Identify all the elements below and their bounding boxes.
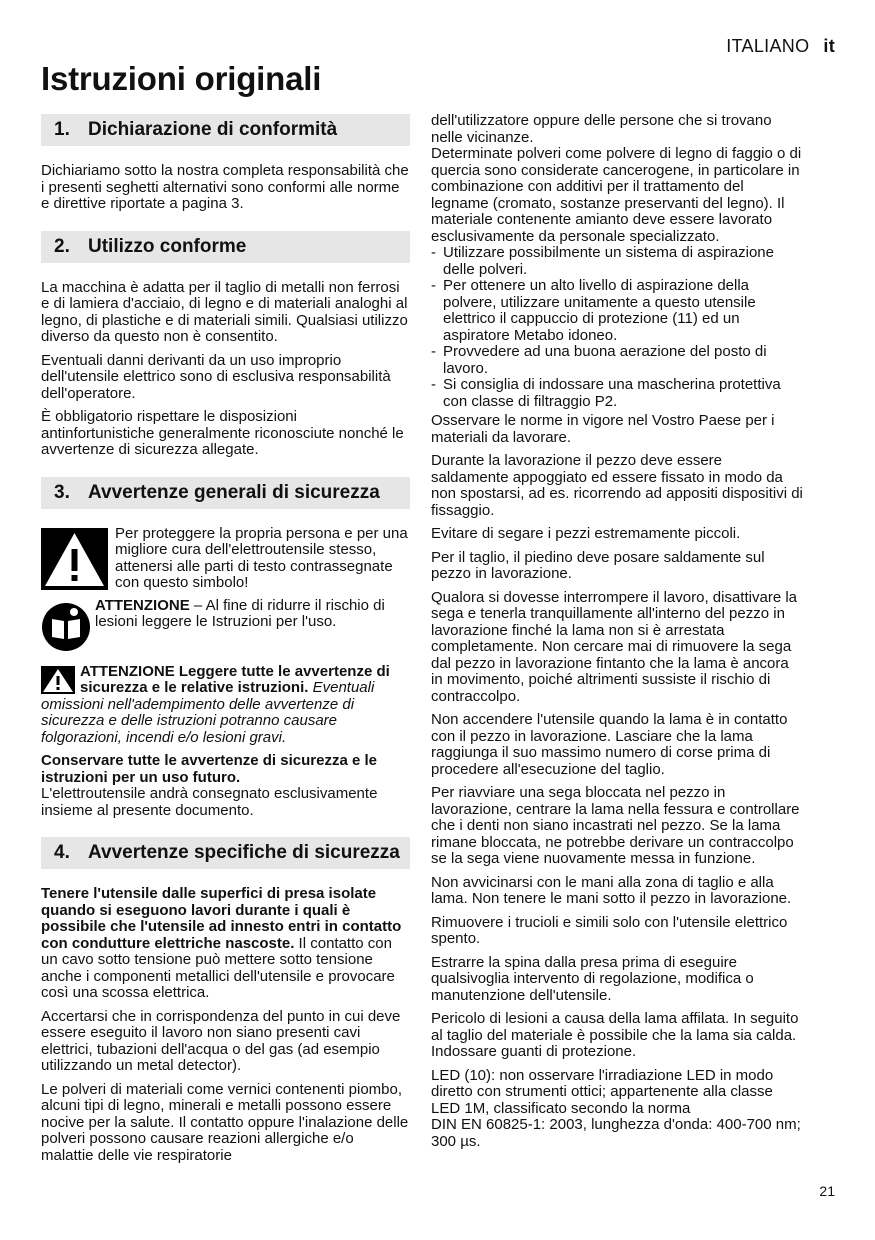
bullet-item bbox=[431, 245, 803, 278]
section-number: 3. bbox=[54, 481, 70, 503]
paragraph: Per il taglio, il piedino deve posare saldamente sul pezzo in lavorazione. bbox=[431, 548, 765, 582]
insulated-grip-bold: Tenere l'utensile dalle superfici di presa isolate quando si eseguono lavori durante i quali è possibile che l'utensile ad innesto entri in contatto con condutture elettriche nascoste. bbox=[41, 885, 402, 952]
symbol-note bbox=[41, 526, 410, 592]
right-column bbox=[431, 113, 803, 1150]
section-number: 2. bbox=[54, 235, 70, 257]
warning-bold: ATTENZIONE Leggere tutte le avvertenze di sicurezza e le relative istruzioni. bbox=[80, 662, 390, 696]
read-manual-note bbox=[41, 598, 410, 652]
paragraph: Evitare di segare i pezzi estremamente piccoli. bbox=[431, 525, 741, 542]
general-warning bbox=[41, 664, 410, 747]
paragraph: Non accendere l'utensile quando la lama è in contatto con il pezzo in lavorazione. Lasciare che la lama raggiunga il suo massimo numero di corse prima di procedere all'esecuzione del taglio. bbox=[431, 711, 788, 778]
section-1-heading bbox=[41, 114, 410, 146]
bullet-text: Si consiglia di indossare una mascherina protettiva con classe di filtraggio P2. bbox=[443, 376, 781, 410]
warning-triangle-icon bbox=[41, 666, 75, 694]
section-2-heading bbox=[41, 231, 410, 263]
document-title: Istruzioni originali bbox=[41, 60, 322, 97]
paragraph: Rimuovere i trucioli e simili solo con l'utensile elettrico spento. bbox=[431, 913, 788, 947]
insulated-grip-rest: Il contatto con un cavo sotto tensione può mettere sotto tensione anche i componenti metallici dell'utensile e provocare così una scossa elettrica. bbox=[41, 934, 395, 1001]
carcinogenic-dust-text: Determinate polveri come polvere di legno di faggio o di quercia sono considerate cancerogene, in particolare in combinazione con additivi per il trattamento del legname (cromato, sostanze preservanti del legno). Il materiale contenente amianto deve essere lavorato esclusivamente da personale specializzato. bbox=[431, 145, 802, 245]
section-title: Utilizzo conforme bbox=[88, 235, 247, 257]
bullet-text: Provvedere ad una buona aerazione del posto di lavoro. bbox=[443, 343, 767, 377]
paragraph: Per riavviare una sega bloccata nel pezzo in lavorazione, centrare la lama nella fessura e controllare che i denti non siano incastrati nel pezzo. Se la lama rimane bloccata, ne potrebbe derivare un contraccolpo se la sega viene nuovamente messa in funzione. bbox=[431, 784, 800, 867]
paragraph: Durante la lavorazione il pezzo deve essere saldamente appoggiato ed essere fissato in modo da non spostarsi, ad es. ricorrendo ad appositi dispositivi di fissaggio. bbox=[431, 452, 803, 519]
intended-use-text: La macchina è adatta per il taglio di metalli non ferrosi e di lamiera d'acciaio, di legno e di materiali analoghi al legno, di plastiche e di materiali simili. Qualsiasi utilizzo diverso da questo non è consentito. bbox=[41, 278, 408, 345]
paragraph: Estrarre la spina dalla presa prima di eseguire qualsivoglia intervento di regolazione, modifica o manutenzione dell'utensile. bbox=[431, 953, 754, 1004]
paragraph: Osservare le norme in vigore nel Vostro Paese per i materiali da lavorare. bbox=[431, 412, 775, 446]
bullet-dash: - bbox=[431, 244, 436, 261]
section-number: 4. bbox=[54, 842, 70, 863]
keep-instructions-text: L'elettroutensile andrà consegnato esclusivamente insieme al presente documento. bbox=[41, 785, 378, 819]
regulations-text: È obbligatorio rispettare le disposizioni antinfortunistiche generalmente riconosciute nonché le avvertenze di sicurezza allegate. bbox=[41, 408, 404, 458]
insulated-grip-text bbox=[41, 886, 410, 1002]
keep-instructions-bold bbox=[41, 753, 410, 786]
bullet-text: Utilizzare possibilmente un sistema di aspirazione delle polveri. bbox=[443, 244, 774, 278]
language-name: ITALIANO bbox=[726, 36, 810, 56]
page-number: 21 bbox=[819, 1183, 835, 1199]
bullet-dash: - bbox=[431, 343, 436, 360]
dust-hazard-text: Le polveri di materiali come vernici contenenti piombo, alcuni tipi di legno, minerali e metalli possono essere nocive per la salute. Il contatto oppure l'inalazione delle polveri possono causare reazioni allergiche e/o malattie delle vie respiratorie bbox=[41, 1080, 409, 1164]
warning-triangle-icon bbox=[41, 528, 108, 590]
section-4-heading bbox=[41, 837, 410, 869]
language-code: it bbox=[823, 36, 835, 56]
bullet-text: Per ottenere un alto livello di aspirazione della polvere, utilizzare unitamente a questo utensile elettrico il cappuccio di protezione (11) ed un aspiratore Metabo idoneo. bbox=[443, 277, 756, 344]
hidden-cables-text: Accertarsi che in corrispondenza del punto in cui deve essere eseguito il lavoro non siano presenti cavi elettrici, tubazioni dell'acqua o del gas (ad esempio utilizzando un metal detector). bbox=[41, 1007, 401, 1074]
misuse-text: Eventuali danni derivanti da un uso improprio dell'utensile elettrico sono di esclusiva responsabilità dell'operatore. bbox=[41, 351, 391, 402]
attention-label: ATTENZIONE bbox=[95, 596, 190, 614]
paragraph: Qualora si dovesse interrompere il lavoro, disattivare la sega e tenerla tranquillamente all'interno del pezzo in lavorazione finché la lama non si è arrestata completamente. Non cercare mai di rimuovere la sega dal pezzo in lavorazione fintanto che la lama è ancora in movimento, poiché altrimenti sussiste il rischio di contraccolpo. bbox=[431, 588, 797, 705]
bullet-dash: - bbox=[431, 277, 436, 294]
paragraph: Pericolo di lesioni a causa della lama affilata. In seguito al taglio del materiale è possibile che la lama sia calda. Indossare guanti di protezione. bbox=[431, 1010, 799, 1060]
section-number: 1. bbox=[54, 119, 70, 140]
read-manual-text bbox=[95, 598, 410, 631]
section-title: Dichiarazione di conformità bbox=[88, 119, 338, 140]
bullet-item bbox=[431, 344, 803, 377]
keep-bold-text: Conservare tutte le avvertenze di sicurezza e le istruzioni per un uso futuro. bbox=[41, 752, 377, 786]
led-spec: DIN EN 60825-1: 2003, lunghezza d'onda: 400-700 nm; 300 µs. bbox=[431, 1116, 801, 1150]
symbol-note-text: Per proteggere la propria persona e per una migliore cura dell'elettroutensile stesso, attenersi alle parti di testo contrassegnate con questo simbolo! bbox=[115, 524, 408, 591]
warning-italic: Eventuali omissioni nell'adempimento delle avvertenze di sicurezza e delle istruzioni potranno causare folgorazioni, incendi e/o lesioni gravi. bbox=[41, 679, 375, 746]
bullet-item bbox=[431, 278, 803, 344]
bullet-dash: - bbox=[431, 376, 436, 393]
led-text: LED (10): non osservare l'irradiazione LED in modo diretto con strumenti ottici; appartenente alla classe LED 1M, classificato secondo la norma bbox=[431, 1066, 774, 1117]
bullet-item bbox=[431, 377, 803, 410]
section-3-heading bbox=[41, 477, 410, 509]
paragraph: Non avvicinarsi con le mani alla zona di taglio e alla lama. Non tenere le mani sotto il pezzo in lavorazione. bbox=[431, 873, 792, 907]
dust-hazard-continued: dell'utilizzatore oppure delle persone che si trovano nelle vicinanze. bbox=[431, 112, 772, 146]
left-column bbox=[41, 114, 410, 1171]
conformity-text: Dichiariamo sotto la nostra completa responsabilità che i presenti seghetti alternativi sono conformi alle norme e direttive riportate a pagina 3. bbox=[41, 162, 409, 212]
section-title: Avvertenze generali di sicurezza bbox=[88, 481, 380, 503]
attention-text: – Al fine di ridurre il rischio di lesioni leggere le Istruzioni per l'uso. bbox=[95, 596, 385, 630]
read-manual-icon bbox=[41, 602, 91, 652]
section-title: Avvertenze specifiche di sicurezza bbox=[88, 842, 400, 863]
language-label bbox=[726, 36, 835, 57]
